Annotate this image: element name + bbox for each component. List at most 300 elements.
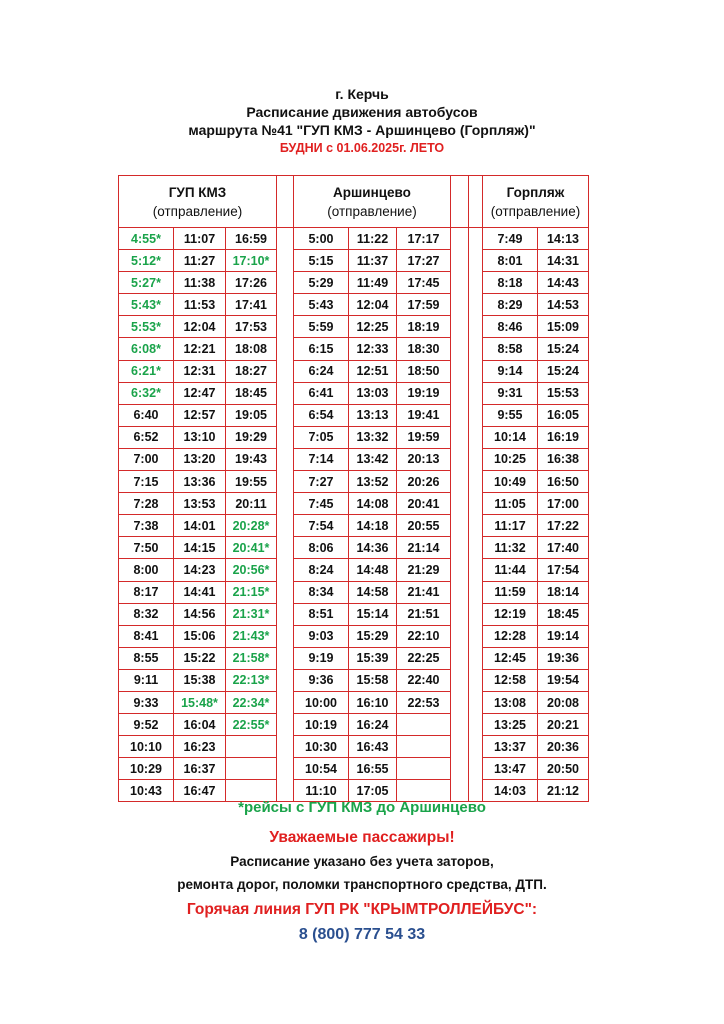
column-spacer bbox=[469, 250, 483, 272]
departure-time: 14:03 bbox=[483, 780, 538, 802]
column-spacer bbox=[469, 471, 483, 493]
departure-time: 21:43* bbox=[226, 625, 277, 647]
column-spacer bbox=[451, 736, 469, 758]
departure-time: 14:41 bbox=[174, 581, 226, 603]
departure-time: 7:27 bbox=[294, 471, 349, 493]
column-spacer bbox=[451, 691, 469, 713]
departure-time: 16:43 bbox=[349, 736, 397, 758]
column-spacer bbox=[469, 426, 483, 448]
departure-time: 9:52 bbox=[119, 714, 174, 736]
schedule-body bbox=[119, 228, 589, 802]
schedule-row bbox=[119, 250, 589, 272]
city-title: г. Керчь bbox=[335, 86, 389, 102]
schedule-row bbox=[119, 581, 589, 603]
departure-time: 14:01 bbox=[174, 515, 226, 537]
departure-time: 20:28* bbox=[226, 515, 277, 537]
departure-time: 20:26 bbox=[397, 471, 451, 493]
departure-time: 8:24 bbox=[294, 559, 349, 581]
departure-time: 12:58 bbox=[483, 669, 538, 691]
column-spacer bbox=[451, 404, 469, 426]
departure-time: 21:14 bbox=[397, 537, 451, 559]
departure-time: 11:07 bbox=[174, 228, 226, 250]
departure-time: 11:37 bbox=[349, 250, 397, 272]
express-footnote: *рейсы с ГУП КМЗ до Аршинцево bbox=[238, 799, 486, 816]
departure-time: 21:29 bbox=[397, 559, 451, 581]
departure-time: 12:45 bbox=[483, 647, 538, 669]
departure-time: 13:52 bbox=[349, 471, 397, 493]
schedule-row bbox=[119, 471, 589, 493]
column-spacer bbox=[277, 603, 294, 625]
departure-time: 11:22 bbox=[349, 228, 397, 250]
departure-time: 8:00 bbox=[119, 559, 174, 581]
departure-time: 10:25 bbox=[483, 448, 538, 470]
departure-time: 5:15 bbox=[294, 250, 349, 272]
departure-time: 14:31 bbox=[538, 250, 589, 272]
departure-time: 19:36 bbox=[538, 647, 589, 669]
schedule-row bbox=[119, 294, 589, 316]
column-spacer bbox=[469, 559, 483, 581]
departure-time: 11:53 bbox=[174, 294, 226, 316]
route-title: маршрута №41 "ГУП КМЗ - Аршинцево (Горпляж)" bbox=[188, 122, 536, 138]
departure-time: 17:45 bbox=[397, 272, 451, 294]
departure-time: 19:59 bbox=[397, 426, 451, 448]
column-spacer bbox=[277, 537, 294, 559]
departure-time: 5:43 bbox=[294, 294, 349, 316]
departure-time: 11:38 bbox=[174, 272, 226, 294]
departure-time: 7:49 bbox=[483, 228, 538, 250]
departure-time: 14:23 bbox=[174, 559, 226, 581]
departure-time: 15:24 bbox=[538, 338, 589, 360]
schedule-row bbox=[119, 625, 589, 647]
column-spacer bbox=[469, 647, 483, 669]
departure-time: 10:19 bbox=[294, 714, 349, 736]
schedule-row bbox=[119, 758, 589, 780]
schedule-row bbox=[119, 382, 589, 404]
column-spacer bbox=[469, 736, 483, 758]
column-spacer bbox=[277, 559, 294, 581]
schedule-row bbox=[119, 714, 589, 736]
departure-time: 10:49 bbox=[483, 471, 538, 493]
departure-time: 19:54 bbox=[538, 669, 589, 691]
departure-time: 19:55 bbox=[226, 471, 277, 493]
column-spacer bbox=[451, 338, 469, 360]
column-spacer bbox=[277, 294, 294, 316]
column-spacer bbox=[277, 736, 294, 758]
departure-time bbox=[226, 736, 277, 758]
departure-time bbox=[226, 758, 277, 780]
column-spacer bbox=[277, 647, 294, 669]
column-spacer bbox=[277, 404, 294, 426]
departure-time: 9:55 bbox=[483, 404, 538, 426]
departure-time: 6:24 bbox=[294, 360, 349, 382]
departure-time: 7:54 bbox=[294, 515, 349, 537]
column-spacer bbox=[469, 758, 483, 780]
departure-time: 9:03 bbox=[294, 625, 349, 647]
column-spacer bbox=[277, 176, 294, 228]
departure-time: 14:48 bbox=[349, 559, 397, 581]
column-spacer bbox=[469, 493, 483, 515]
column-spacer bbox=[277, 625, 294, 647]
departure-time: 11:05 bbox=[483, 493, 538, 515]
column-spacer bbox=[451, 669, 469, 691]
departure-time: 15:39 bbox=[349, 647, 397, 669]
departure-time: 9:14 bbox=[483, 360, 538, 382]
departure-time: 14:53 bbox=[538, 294, 589, 316]
departure-time: 21:12 bbox=[538, 780, 589, 802]
departure-time: 6:21* bbox=[119, 360, 174, 382]
departure-time: 13:10 bbox=[174, 426, 226, 448]
departure-time: 18:50 bbox=[397, 360, 451, 382]
departure-time: 22:25 bbox=[397, 647, 451, 669]
departure-time: 8:01 bbox=[483, 250, 538, 272]
departure-time: 11:10 bbox=[294, 780, 349, 802]
departure-time: 15:58 bbox=[349, 669, 397, 691]
departure-time: 20:36 bbox=[538, 736, 589, 758]
departure-time: 12:25 bbox=[349, 316, 397, 338]
departure-time: 18:08 bbox=[226, 338, 277, 360]
departure-time: 10:14 bbox=[483, 426, 538, 448]
departure-time: 12:04 bbox=[174, 316, 226, 338]
column-spacer bbox=[451, 537, 469, 559]
schedule-row bbox=[119, 736, 589, 758]
departure-time: 17:26 bbox=[226, 272, 277, 294]
departure-time: 16:24 bbox=[349, 714, 397, 736]
departure-time: 12:47 bbox=[174, 382, 226, 404]
departure-time: 6:32* bbox=[119, 382, 174, 404]
departure-time: 5:29 bbox=[294, 272, 349, 294]
departure-time: 15:24 bbox=[538, 360, 589, 382]
departure-time: 14:43 bbox=[538, 272, 589, 294]
departure-time: 17:27 bbox=[397, 250, 451, 272]
departure-time: 6:08* bbox=[119, 338, 174, 360]
departure-time: 20:55 bbox=[397, 515, 451, 537]
departure-time: 16:37 bbox=[174, 758, 226, 780]
column-spacer bbox=[277, 272, 294, 294]
departure-time: 13:42 bbox=[349, 448, 397, 470]
column-spacer bbox=[469, 448, 483, 470]
departure-time: 14:18 bbox=[349, 515, 397, 537]
departure-time: 18:19 bbox=[397, 316, 451, 338]
hotline-phone[interactable]: 8 (800) 777 54 33 bbox=[298, 926, 426, 943]
stop-name: Горпляж bbox=[506, 184, 565, 200]
schedule-row bbox=[119, 515, 589, 537]
column-spacer bbox=[451, 515, 469, 537]
hotline-label: Горячая линия ГУП РК "КРЫМТРОЛЛЕЙБУС": bbox=[186, 901, 538, 918]
column-spacer bbox=[469, 360, 483, 382]
departure-time: 17:54 bbox=[538, 559, 589, 581]
departure-time: 14:13 bbox=[538, 228, 589, 250]
departure-time: 5:12* bbox=[119, 250, 174, 272]
column-spacer bbox=[451, 176, 469, 228]
departure-time: 16:59 bbox=[226, 228, 277, 250]
stop-header-gup-kmz bbox=[119, 176, 277, 228]
departure-time: 8:46 bbox=[483, 316, 538, 338]
column-spacer bbox=[451, 426, 469, 448]
departure-time: 21:51 bbox=[397, 603, 451, 625]
departure-time: 7:14 bbox=[294, 448, 349, 470]
schedule-row bbox=[119, 647, 589, 669]
column-spacer bbox=[277, 691, 294, 713]
period-label: БУДНИ с 01.06.2025г. ЛЕТО bbox=[279, 141, 445, 155]
column-spacer bbox=[469, 382, 483, 404]
departure-time: 12:57 bbox=[174, 404, 226, 426]
departure-time: 5:53* bbox=[119, 316, 174, 338]
departure-time: 14:58 bbox=[349, 581, 397, 603]
departure-time: 19:29 bbox=[226, 426, 277, 448]
departure-time: 21:58* bbox=[226, 647, 277, 669]
column-spacer bbox=[277, 448, 294, 470]
column-spacer bbox=[451, 272, 469, 294]
departure-time: 8:29 bbox=[483, 294, 538, 316]
departure-time: 16:10 bbox=[349, 691, 397, 713]
column-spacer bbox=[277, 714, 294, 736]
column-spacer bbox=[277, 493, 294, 515]
departure-time: 7:45 bbox=[294, 493, 349, 515]
departure-time: 16:19 bbox=[538, 426, 589, 448]
departure-time: 21:41 bbox=[397, 581, 451, 603]
departure-time: 14:36 bbox=[349, 537, 397, 559]
departure-time: 12:31 bbox=[174, 360, 226, 382]
departure-time: 10:29 bbox=[119, 758, 174, 780]
departure-time: 20:11 bbox=[226, 493, 277, 515]
departure-time: 12:21 bbox=[174, 338, 226, 360]
departure-time: 22:34* bbox=[226, 691, 277, 713]
departure-time: 20:13 bbox=[397, 448, 451, 470]
column-spacer bbox=[469, 581, 483, 603]
departure-time: 20:41* bbox=[226, 537, 277, 559]
column-spacer bbox=[277, 426, 294, 448]
departure-time: 15:38 bbox=[174, 669, 226, 691]
departure-time: 15:14 bbox=[349, 603, 397, 625]
departure-time: 19:19 bbox=[397, 382, 451, 404]
departure-time: 15:22 bbox=[174, 647, 226, 669]
column-spacer bbox=[451, 559, 469, 581]
departure-time: 11:27 bbox=[174, 250, 226, 272]
departure-time: 9:31 bbox=[483, 382, 538, 404]
departure-time: 9:33 bbox=[119, 691, 174, 713]
departure-time: 13:25 bbox=[483, 714, 538, 736]
departure-time: 16:23 bbox=[174, 736, 226, 758]
column-spacer bbox=[469, 228, 483, 250]
departure-time: 20:50 bbox=[538, 758, 589, 780]
passenger-greeting: Уважаемые пассажиры! bbox=[269, 829, 455, 846]
column-spacer bbox=[469, 515, 483, 537]
disclaimer-line-1: Расписание указано без учета заторов, bbox=[230, 854, 494, 869]
schedule-row bbox=[119, 603, 589, 625]
departure-time: 6:41 bbox=[294, 382, 349, 404]
departure-time bbox=[397, 736, 451, 758]
departure-time: 10:54 bbox=[294, 758, 349, 780]
departure-time: 18:45 bbox=[538, 603, 589, 625]
departure-time: 7:15 bbox=[119, 471, 174, 493]
departure-time: 9:11 bbox=[119, 669, 174, 691]
departure-time: 20:56* bbox=[226, 559, 277, 581]
column-spacer bbox=[277, 316, 294, 338]
departure-time: 13:03 bbox=[349, 382, 397, 404]
departure-time: 7:05 bbox=[294, 426, 349, 448]
departure-time: 11:59 bbox=[483, 581, 538, 603]
departure-time: 12:28 bbox=[483, 625, 538, 647]
schedule-row bbox=[119, 228, 589, 250]
stop-header-gorplyazh bbox=[483, 176, 589, 228]
column-spacer bbox=[451, 603, 469, 625]
departure-time: 22:10 bbox=[397, 625, 451, 647]
column-spacer bbox=[277, 382, 294, 404]
column-spacer bbox=[451, 382, 469, 404]
departure-time: 14:56 bbox=[174, 603, 226, 625]
departure-time: 10:10 bbox=[119, 736, 174, 758]
departure-time: 19:41 bbox=[397, 404, 451, 426]
departure-time: 17:05 bbox=[349, 780, 397, 802]
departure-time: 7:50 bbox=[119, 537, 174, 559]
departure-time: 13:32 bbox=[349, 426, 397, 448]
column-spacer bbox=[277, 360, 294, 382]
column-spacer bbox=[277, 228, 294, 250]
departure-time: 8:06 bbox=[294, 537, 349, 559]
column-spacer bbox=[469, 338, 483, 360]
departure-time: 6:54 bbox=[294, 404, 349, 426]
column-spacer bbox=[277, 758, 294, 780]
departure-time: 16:04 bbox=[174, 714, 226, 736]
departure-time: 22:40 bbox=[397, 669, 451, 691]
departure-time: 6:40 bbox=[119, 404, 174, 426]
column-spacer bbox=[451, 647, 469, 669]
column-spacer bbox=[469, 404, 483, 426]
column-spacer bbox=[469, 537, 483, 559]
column-spacer bbox=[469, 603, 483, 625]
departure-time: 8:18 bbox=[483, 272, 538, 294]
column-spacer bbox=[451, 360, 469, 382]
departure-time: 20:08 bbox=[538, 691, 589, 713]
departure-time: 18:30 bbox=[397, 338, 451, 360]
departure-time: 8:55 bbox=[119, 647, 174, 669]
column-spacer bbox=[451, 448, 469, 470]
departure-time: 10:30 bbox=[294, 736, 349, 758]
departure-time: 8:51 bbox=[294, 603, 349, 625]
departure-time: 4:55* bbox=[119, 228, 174, 250]
column-spacer bbox=[469, 272, 483, 294]
departure-time bbox=[397, 714, 451, 736]
departure-time: 15:09 bbox=[538, 316, 589, 338]
schedule-row bbox=[119, 493, 589, 515]
departure-time: 12:33 bbox=[349, 338, 397, 360]
departure-time: 10:00 bbox=[294, 691, 349, 713]
column-spacer bbox=[277, 515, 294, 537]
departure-time: 14:08 bbox=[349, 493, 397, 515]
column-spacer bbox=[451, 493, 469, 515]
departure-time: 13:13 bbox=[349, 404, 397, 426]
departure-time: 17:00 bbox=[538, 493, 589, 515]
departure-time: 8:32 bbox=[119, 603, 174, 625]
schedule-row bbox=[119, 360, 589, 382]
departure-time: 15:53 bbox=[538, 382, 589, 404]
departure-time: 13:36 bbox=[174, 471, 226, 493]
departure-time: 7:28 bbox=[119, 493, 174, 515]
stop-note: (отправление) bbox=[327, 203, 417, 219]
departure-time: 11:32 bbox=[483, 537, 538, 559]
departure-time: 13:08 bbox=[483, 691, 538, 713]
column-spacer bbox=[451, 581, 469, 603]
departure-time: 18:27 bbox=[226, 360, 277, 382]
departure-time: 22:13* bbox=[226, 669, 277, 691]
schedule-row bbox=[119, 691, 589, 713]
column-spacer bbox=[451, 471, 469, 493]
departure-time: 8:17 bbox=[119, 581, 174, 603]
schedule-row bbox=[119, 404, 589, 426]
column-spacer bbox=[469, 176, 483, 228]
departure-time: 16:50 bbox=[538, 471, 589, 493]
schedule-table bbox=[118, 175, 589, 802]
column-spacer bbox=[451, 758, 469, 780]
stop-note: (отправление) bbox=[152, 203, 243, 219]
column-spacer bbox=[451, 714, 469, 736]
departure-time: 11:44 bbox=[483, 559, 538, 581]
departure-time: 17:53 bbox=[226, 316, 277, 338]
schedule-row bbox=[119, 559, 589, 581]
column-spacer bbox=[277, 471, 294, 493]
schedule-title: Расписание движения автобусов bbox=[246, 104, 478, 120]
departure-time: 17:22 bbox=[538, 515, 589, 537]
stop-name: ГУП КМЗ bbox=[168, 184, 227, 200]
column-spacer bbox=[469, 625, 483, 647]
departure-time: 16:47 bbox=[174, 780, 226, 802]
departure-time: 17:59 bbox=[397, 294, 451, 316]
disclaimer-line-2: ремонта дорог, поломки транспортного средства, ДТП. bbox=[177, 877, 547, 892]
column-spacer bbox=[451, 294, 469, 316]
stop-header-arshintsevo bbox=[294, 176, 451, 228]
departure-time bbox=[397, 758, 451, 780]
departure-time: 18:14 bbox=[538, 581, 589, 603]
departure-time: 5:00 bbox=[294, 228, 349, 250]
departure-time: 21:31* bbox=[226, 603, 277, 625]
departure-time: 15:48* bbox=[174, 691, 226, 713]
departure-time: 8:41 bbox=[119, 625, 174, 647]
departure-time: 16:55 bbox=[349, 758, 397, 780]
departure-time: 17:40 bbox=[538, 537, 589, 559]
column-spacer bbox=[469, 294, 483, 316]
schedule-row bbox=[119, 537, 589, 559]
departure-time: 19:05 bbox=[226, 404, 277, 426]
column-spacer bbox=[451, 228, 469, 250]
departure-time: 20:41 bbox=[397, 493, 451, 515]
column-spacer bbox=[451, 625, 469, 647]
stop-name: Аршинцево bbox=[333, 184, 411, 200]
stop-note: (отправление) bbox=[490, 203, 581, 219]
departure-time: 13:47 bbox=[483, 758, 538, 780]
departure-time: 13:37 bbox=[483, 736, 538, 758]
departure-time: 11:49 bbox=[349, 272, 397, 294]
departure-time: 16:38 bbox=[538, 448, 589, 470]
departure-time: 12:19 bbox=[483, 603, 538, 625]
departure-time: 22:53 bbox=[397, 691, 451, 713]
column-spacer bbox=[469, 691, 483, 713]
departure-time: 5:27* bbox=[119, 272, 174, 294]
schedule-row bbox=[119, 448, 589, 470]
departure-time: 19:43 bbox=[226, 448, 277, 470]
departure-time: 22:55* bbox=[226, 714, 277, 736]
column-spacer bbox=[277, 669, 294, 691]
departure-time: 12:51 bbox=[349, 360, 397, 382]
departure-time: 12:04 bbox=[349, 294, 397, 316]
departure-time: 8:34 bbox=[294, 581, 349, 603]
column-spacer bbox=[451, 316, 469, 338]
schedule-row bbox=[119, 426, 589, 448]
column-spacer bbox=[469, 669, 483, 691]
departure-time: 11:17 bbox=[483, 515, 538, 537]
schedule-row bbox=[119, 272, 589, 294]
departure-time: 13:20 bbox=[174, 448, 226, 470]
departure-time: 19:14 bbox=[538, 625, 589, 647]
